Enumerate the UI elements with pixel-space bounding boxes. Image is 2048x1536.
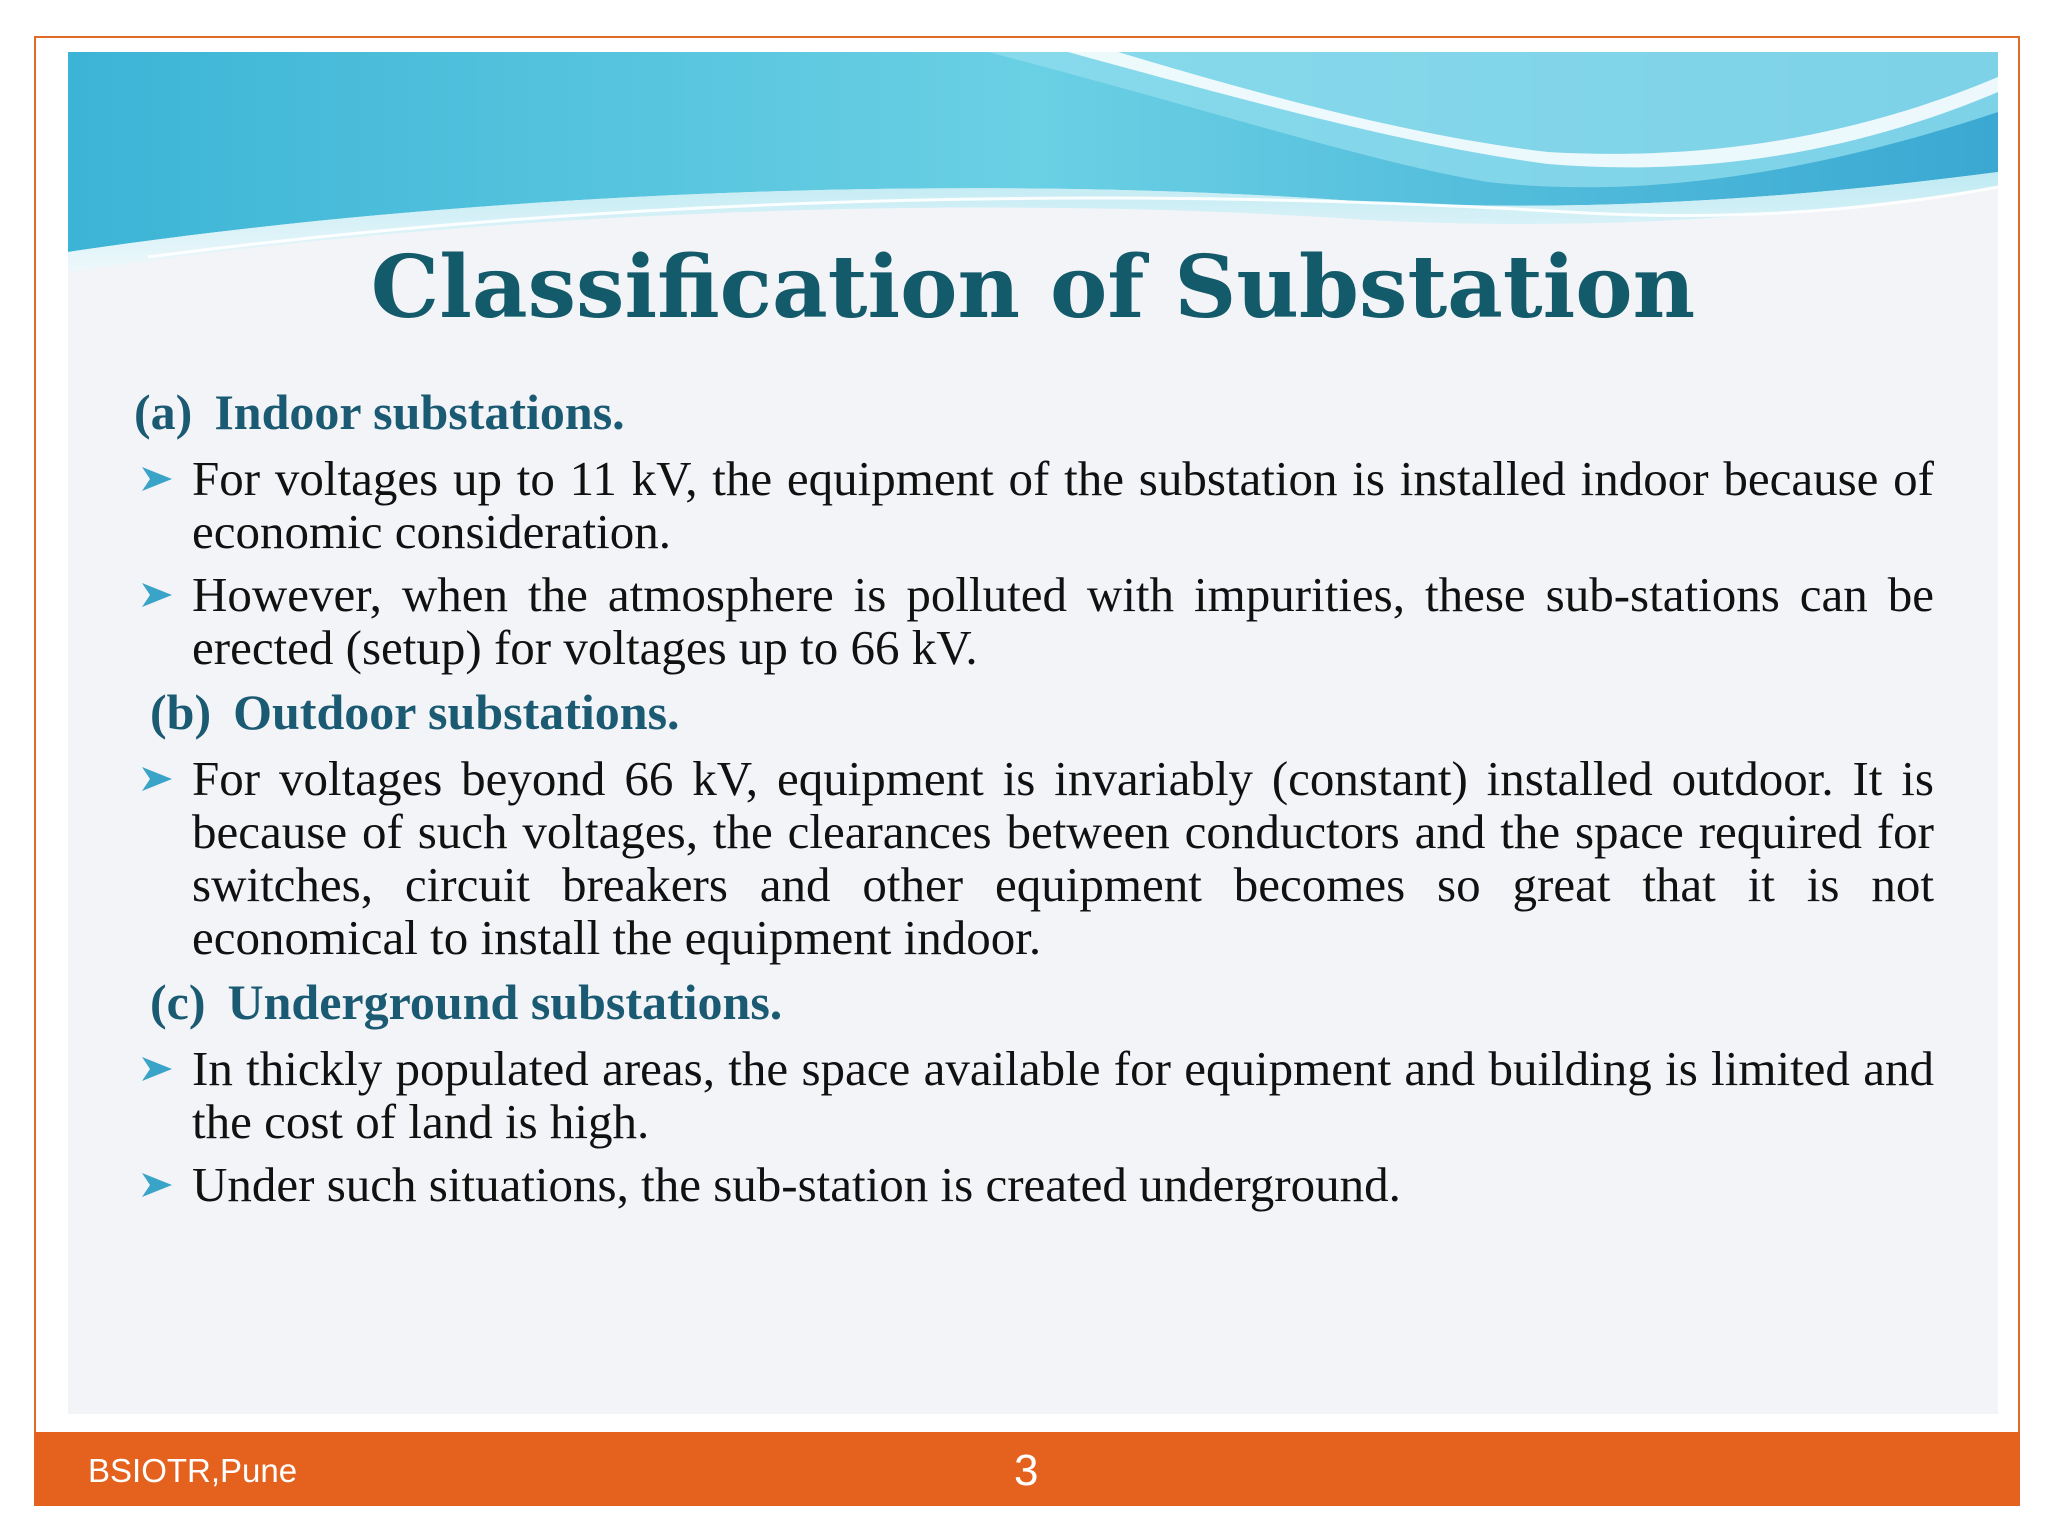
slide-number: 3 [1014, 1446, 1039, 1495]
section-heading-underground [150, 972, 1934, 1032]
section-heading-indoor [134, 382, 1934, 442]
section-heading-text: Outdoor substations. [233, 684, 680, 740]
slide-image [68, 52, 1998, 1414]
arrow-bullet-icon [140, 1170, 174, 1200]
bullet-item [134, 1158, 1934, 1211]
bullet-text: However, when the atmosphere is polluted with impurities, these sub-stations can be erected (setup) for voltages up to 66 kV. [192, 567, 1934, 675]
bullet-text: Under such situations, the sub-station is created underground. [192, 1157, 1401, 1212]
slide-title: Classification of Substation [370, 237, 1696, 338]
section-heading-text: Indoor substations. [214, 384, 625, 440]
bullet-item [134, 1042, 1934, 1148]
arrow-bullet-icon [140, 464, 174, 494]
arrow-bullet-icon [140, 580, 174, 610]
bullet-item [134, 752, 1934, 964]
section-heading-text: Underground substations. [227, 974, 783, 1030]
arrow-bullet-icon [140, 764, 174, 794]
section-heading-outdoor [150, 682, 1934, 742]
section-marker: (b) [150, 684, 212, 740]
bullet-text: In thickly populated areas, the space available for equipment and building is limited and the cost of land is high. [192, 1041, 1934, 1149]
section-marker: (c) [150, 974, 206, 1030]
slide-content [134, 382, 1934, 1211]
section-marker: (a) [134, 384, 193, 440]
bullet-item [134, 452, 1934, 558]
arrow-bullet-icon [140, 1054, 174, 1084]
bullet-item [134, 568, 1934, 674]
footer-bar [34, 1432, 2020, 1506]
footer-institution: BSIOTR,Pune [88, 1452, 298, 1489]
bullet-text: For voltages up to 11 kV, the equipment of the substation is installed indoor because of economic consideration. [192, 451, 1934, 559]
bullet-text: For voltages beyond 66 kV, equipment is invariably (constant) installed outdoor. It is because of such voltages, the clearances between conductors and the space required for switches, circuit breakers and other equipment becomes so great that it is not economical to install the equipment indoor. [192, 751, 1934, 965]
